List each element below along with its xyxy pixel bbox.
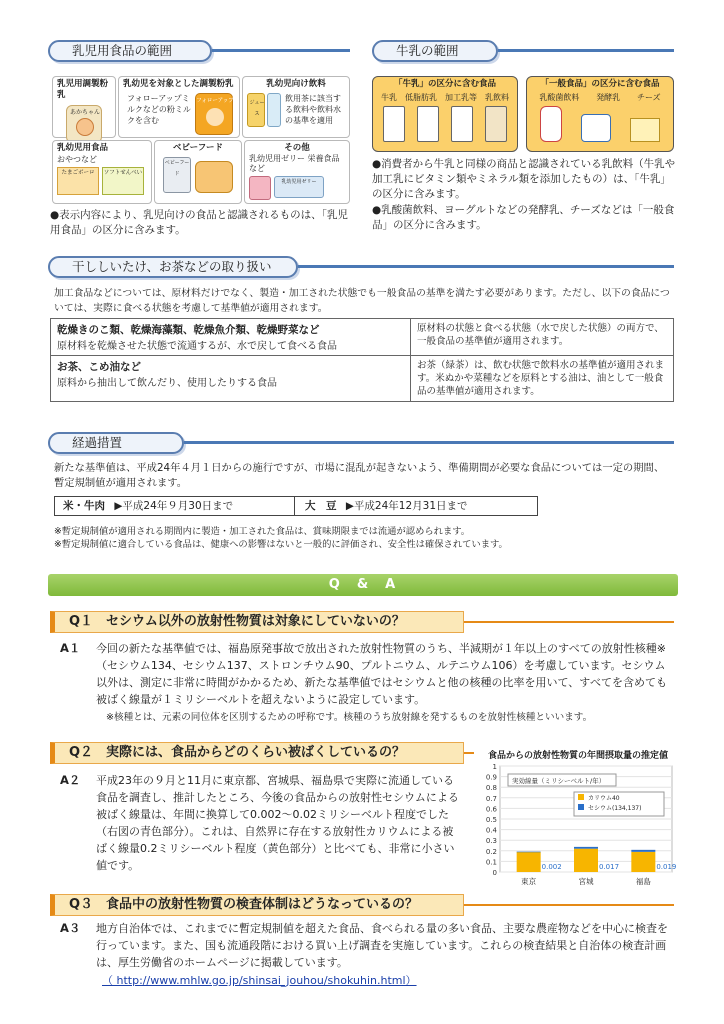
milk-carton-icon bbox=[451, 106, 473, 142]
chart-bar-potassium bbox=[517, 852, 541, 872]
general-item: 乳酸菌飲料 bbox=[539, 93, 580, 102]
general-item: 発酵乳 bbox=[596, 93, 621, 102]
chart-y-tick-label: 0.4 bbox=[485, 826, 497, 835]
general-category-box bbox=[526, 76, 674, 152]
infant-babyfood-box bbox=[154, 140, 242, 204]
a2-label: A２ bbox=[60, 773, 81, 787]
general-item: チーズ bbox=[636, 93, 661, 102]
transition-title-line bbox=[184, 441, 674, 444]
senbei-label: ソフトせんべい bbox=[103, 170, 143, 176]
infant-followup-label: 乳幼児を対象とした調製粉乳 bbox=[123, 79, 234, 89]
chart-legend-swatch bbox=[578, 804, 584, 810]
chart-legend-swatch bbox=[578, 794, 584, 800]
chart-y-tick-label: 0.2 bbox=[485, 847, 497, 856]
nutrition-food-icon bbox=[274, 176, 324, 198]
babyfood-jar-icon bbox=[163, 157, 191, 193]
chart-y-tick-label: 0.8 bbox=[485, 784, 497, 793]
infant-followup-box bbox=[118, 76, 240, 138]
chart-y-tick-label: 0.1 bbox=[485, 858, 497, 867]
infant-note: ●表示内容により、乳児向けの食品と認識されるものは、「乳児用食品」の区分に含みます。 bbox=[50, 209, 348, 236]
milk-item: 加工乳等 bbox=[445, 93, 477, 102]
dried-row-rule: 原材料の状態と食べる状態（水で戻した状態）の両方で、一般食品の基準値が適用されます。 bbox=[411, 319, 674, 356]
chart-legend-label: カリウム40 bbox=[588, 795, 620, 802]
senbei-icon bbox=[102, 167, 144, 195]
transition-dates bbox=[54, 496, 538, 516]
q3-title-line bbox=[464, 904, 674, 906]
chart-x-tick-label: 福島 bbox=[635, 877, 651, 886]
dried-row-desc: 原料から抽出して飲んだり、使用したりする食品 bbox=[57, 378, 277, 389]
chart-legend-label: セシウム(134,137) bbox=[588, 805, 642, 812]
babyfood-bowl-icon bbox=[195, 161, 233, 193]
rice-beef-date: ▶平成24年９月30日まで bbox=[114, 500, 234, 512]
formula-can-icon bbox=[66, 105, 102, 143]
followup-can-label: フォローアップ bbox=[196, 98, 234, 104]
dried-row-head: 乾燥きのこ類、乾燥海藻類、乾燥魚介類、乾燥野菜など bbox=[57, 324, 320, 336]
chart-y-tick-label: 0.7 bbox=[485, 794, 497, 803]
infant-drinks-label: 乳幼児向け飲料 bbox=[266, 79, 326, 89]
yakult-bottle-icon bbox=[540, 106, 562, 142]
infant-formula-box bbox=[52, 76, 116, 138]
chart-data-label: 0.019 bbox=[656, 863, 677, 871]
a3-label: A３ bbox=[60, 921, 81, 935]
chart-x-tick-label: 宮城 bbox=[578, 877, 594, 886]
transition-note-1: ※暫定規制値が適用される期間内に製造・加工された食品は、賞味期限までは流通が認められます。 bbox=[54, 526, 471, 537]
other-pic-label: 乳幼児用ゼリー bbox=[281, 179, 317, 185]
chart-y-tick-label: 0.5 bbox=[485, 816, 497, 824]
infant-formula-label: 乳児用調製粉乳 bbox=[57, 79, 109, 100]
q2-title-line bbox=[464, 752, 474, 754]
infant-other-label: その他 bbox=[284, 143, 310, 153]
chart-y-tick-label: 1 bbox=[492, 763, 497, 771]
q2-title: Q２ 実際には、食品からどのくらい被ばくしているの？ bbox=[50, 742, 464, 764]
rice-beef-label: 米・牛肉 bbox=[63, 500, 105, 512]
chart-x-tick-label: 東京 bbox=[521, 877, 537, 886]
followup-can-icon bbox=[195, 93, 233, 135]
chart-bar-cesium bbox=[631, 850, 655, 852]
infant-babyfood-label: ベビーフード bbox=[173, 143, 223, 153]
formula-can-label: あかちゃん bbox=[69, 109, 100, 116]
chart-bar-potassium bbox=[631, 852, 655, 872]
chart-y-tick-label: 0.6 bbox=[485, 805, 497, 814]
infant-section-title: 乳児用食品の範囲 bbox=[48, 40, 212, 62]
general-box-title: 「一般食品」の区分に含む食品 bbox=[540, 79, 660, 89]
milk-item: 牛乳 bbox=[381, 93, 397, 102]
cheese-icon bbox=[630, 118, 660, 142]
milk-box-title: 「牛乳」の区分に含む食品 bbox=[393, 79, 496, 89]
jelly-pouch-icon bbox=[249, 176, 271, 200]
chart-bar-cesium bbox=[517, 852, 541, 853]
dried-row-rule: お茶（緑茶）は、飲む状態で飲料水の基準値が適用されます。米ぬかや菜種などを原料とする油は、油として一般食品の基準値が適用されます。 bbox=[411, 356, 674, 402]
milk-note-2: ●乳酸菌飲料、ヨーグルトなどの発酵乳、チーズなどは「一般食品」の区分に含みます。 bbox=[372, 204, 675, 231]
a1-note: ※核種とは、元素の同位体を区別するための呼称です。核種のうち放射線を発するものを放射性核種といいます。 bbox=[106, 712, 593, 723]
chart-unit-label: 実効線量（ミリシーベルト/年） bbox=[512, 777, 606, 785]
infant-food-box bbox=[52, 140, 152, 204]
babyfood-pic-label: ベビーフード bbox=[164, 160, 190, 177]
a3-text: 地方自治体では、これまでに暫定規制値を超えた食品、食べられる量の多い食品、主要な農産物などを中心に検査を行っています。また、国も流通段階における買い上げ調査を実施しています。これらの検査結果と自治体の検査計画は、厚生労働省のホームページに掲載しています。 bbox=[96, 922, 668, 969]
tamago-boro-label: たまごボーロ bbox=[61, 170, 95, 176]
transition-section-title: 経過措置 bbox=[48, 432, 184, 454]
a1-text: 今回の新たな基準値では、福島原発事故で放出された放射性物質のうち、半減期が１年以上のすべての放射性核種※（セシウム134、セシウム137、ストロンチウム90、プルトニウム、ルテニウム106）を考慮しています。セシウム以外は、測定に非常に時間がかかるため、新たな基準値ではセシウムと他の核種の比率を用いて、すべてを含めても被ばく線量が１ミリシーベルトを超えないように設定しています。 bbox=[96, 642, 668, 706]
juice-bottle-icon bbox=[247, 93, 265, 127]
milk-item: 乳飲料 bbox=[485, 93, 509, 102]
q1-title-line bbox=[464, 621, 674, 623]
milk-bottle-icon bbox=[383, 106, 405, 142]
a1-label: A１ bbox=[60, 641, 81, 655]
infant-food-text: おやつなど bbox=[57, 155, 97, 164]
milk-carton-icon bbox=[417, 106, 439, 142]
infant-drinks-box bbox=[242, 76, 350, 138]
infant-other-box bbox=[244, 140, 350, 204]
infant-title-line bbox=[212, 49, 350, 52]
soy-label: 大 豆 bbox=[305, 500, 337, 512]
dried-title-line bbox=[298, 265, 674, 268]
chart-bar-potassium bbox=[574, 849, 598, 872]
milk-category-box bbox=[372, 76, 518, 152]
q1-title: Q１ セシウム以外の放射性物質は対象にしていないの？ bbox=[50, 611, 464, 633]
chart-data-label: 0.002 bbox=[541, 863, 562, 871]
chart-y-tick-label: 0.3 bbox=[485, 837, 497, 846]
tamago-boro-icon bbox=[57, 167, 99, 195]
milk-section-title: 牛乳の範囲 bbox=[372, 40, 498, 62]
dried-row bbox=[51, 356, 674, 402]
chart-data-label: 0.017 bbox=[599, 863, 620, 871]
mhlw-link[interactable]: （ http://www.mhlw.go.jp/shinsai_jouhou/shokuhin.html） bbox=[102, 974, 417, 987]
milk-note-1: ●消費者から牛乳と同様の商品と認識されている乳飲料（牛乳や加工乳にビタミン類やミネラル類を添加したもの）は、「牛乳」の区分に含みます。 bbox=[372, 158, 676, 200]
qa-banner: Q & A bbox=[48, 574, 678, 596]
infant-drinks-text: 飲用茶に該当する飲料や飲料水の基準を適用 bbox=[285, 94, 341, 125]
dried-table bbox=[50, 318, 674, 402]
chart-y-tick-label: 0.9 bbox=[485, 773, 497, 782]
milk-title-line bbox=[498, 49, 674, 52]
soy-date: ▶平成24年12月31日まで bbox=[345, 500, 468, 512]
transition-intro: 新たな基準値は、平成24年４月１日からの施行ですが、市場に混乱が起きないよう、準備期間が必要な食品については一定の期間、暫定規制値が適用されます。 bbox=[54, 462, 665, 489]
transition-note-2: ※暫定規制値に適合している食品は、健康への影響はないと一般的に評価され、安全性は確保されています。 bbox=[54, 539, 508, 550]
infant-food-label: 乳幼児用食品 bbox=[57, 143, 109, 153]
infant-followup-text: フォローアップミルクなどの粉ミルクを含む bbox=[127, 94, 191, 125]
juice-label: ジュース bbox=[249, 100, 265, 117]
dried-row bbox=[51, 319, 674, 356]
infant-other-text: 乳幼児用ゼリー 栄養食品など bbox=[249, 154, 340, 173]
milk-item: 低脂肪乳 bbox=[405, 93, 437, 102]
dried-intro: 加工食品などについては、原材料だけでなく、製造・加工された状態でも一般食品の基準を満たす必要があります。ただし、以下の食品については、実際に食べる状態を考慮して基準値が適用されます。 bbox=[54, 288, 670, 314]
chart-bar-cesium bbox=[574, 847, 598, 849]
water-bottle-icon bbox=[267, 93, 281, 127]
dried-row-desc: 原材料を乾燥させた状態で流通するが、水で戻して食べる食品 bbox=[57, 341, 337, 352]
q3-title: Q３ 食品中の放射性物質の検査体制はどうなっているの？ bbox=[50, 894, 464, 916]
milk-drink-icon bbox=[485, 106, 507, 142]
dried-row-head: お茶、こめ油など bbox=[57, 361, 141, 373]
yogurt-cup-icon bbox=[581, 114, 611, 142]
dried-section-title: 干ししいたけ、お茶などの取り扱い bbox=[48, 256, 298, 278]
chart-y-tick-label: 0 bbox=[492, 869, 497, 877]
chart-title: 食品からの放射性物質の年間摂取量の推定値 bbox=[487, 751, 668, 761]
a2-text: 平成23年の９月と11月に東京都、宮城県、福島県で実際に流通している食品を調査し、推計したところ、今後の食品からの放射性セシウムによる被ばく線量は、年間に換算して0.002～0.02ミリシーベルト程度でした（右図の青色部分）。これは、自然界に存在する放射性カリウムによる被ばく線量0.2ミリシーベルト程度（黄色部分）と比べても、非常に小さい値です。 bbox=[96, 774, 459, 872]
exposure-bar-chart bbox=[478, 760, 678, 894]
